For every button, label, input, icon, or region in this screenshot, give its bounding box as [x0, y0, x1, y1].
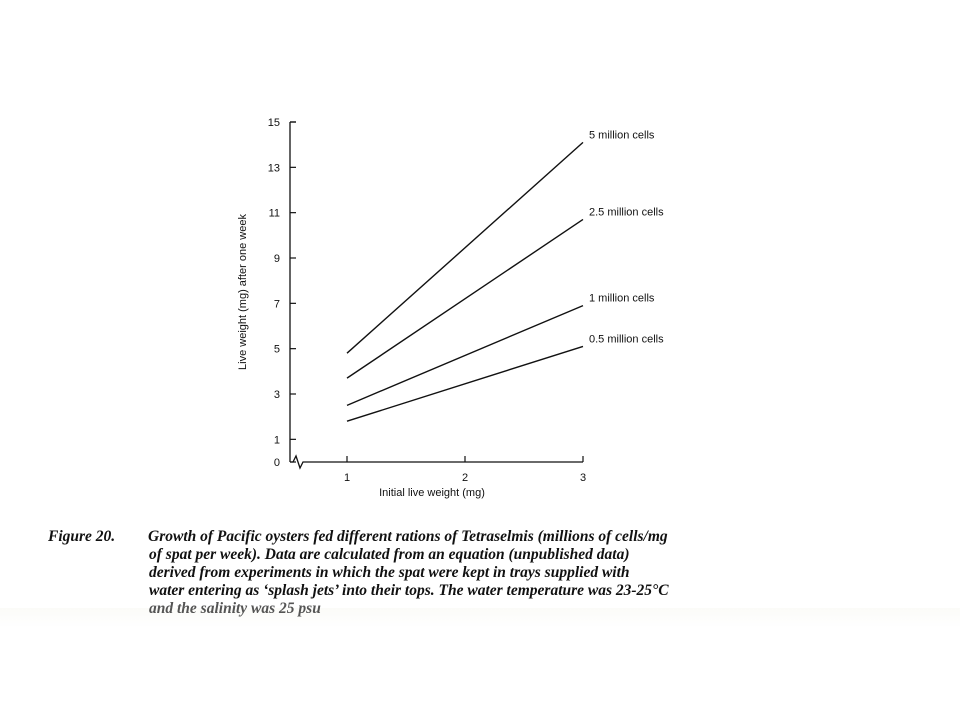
series-label: 2.5 million cells	[589, 206, 664, 219]
x-tick-label: 3	[579, 472, 587, 484]
y-tick-label: 11	[268, 207, 280, 220]
caption-line-3: derived from experiments in which the spat were kept in trays supplied with	[149, 564, 630, 581]
caption-line-4: water entering as ‘splash jets’ into their tops. The water temperature was 23-25°C	[149, 582, 669, 599]
y-tick-label: 0	[273, 457, 280, 469]
caption-figure-label: Figure 20.	[48, 528, 116, 545]
series-lines	[347, 142, 583, 421]
series-label: 1 million cells	[589, 292, 655, 305]
series-line	[347, 142, 583, 353]
x-axis-title: Initial live weight (mg)	[379, 487, 485, 499]
y-tick-label: 9	[273, 253, 280, 265]
x-axis-break	[290, 456, 583, 468]
series-line	[347, 306, 583, 406]
series-label: 0.5 million cells	[589, 333, 664, 346]
series-line	[347, 346, 583, 421]
caption-line-5: and the salinity was 25 psu	[149, 600, 321, 617]
y-axis-title: Live weight (mg) after one week	[237, 214, 249, 370]
figure-caption	[48, 528, 928, 618]
x-axis	[290, 456, 586, 499]
series-label: 5 million cells	[589, 129, 655, 142]
x-ticks	[344, 456, 586, 484]
x-tick-label: 2	[461, 472, 469, 484]
y-tick-label: 1	[273, 434, 280, 447]
series-line	[347, 219, 583, 378]
y-tick-label: 13	[267, 162, 280, 175]
y-tick-label: 15	[267, 117, 280, 129]
x-tick-label: 1	[343, 472, 351, 484]
caption-line-1	[48, 528, 928, 546]
y-ticks	[268, 117, 296, 469]
series-labels	[589, 129, 664, 345]
caption-line-2: of spat per week). Data are calculated from an equation (unpublished data)	[149, 546, 630, 563]
y-tick-label: 7	[273, 298, 280, 311]
y-tick-label: 5	[273, 343, 280, 356]
y-tick-label: 3	[273, 389, 280, 401]
caption-line-1-text: Growth of Pacific oysters fed different rations of Tetraselmis (millions of cells/mg	[148, 528, 668, 545]
y-axis	[237, 117, 296, 469]
